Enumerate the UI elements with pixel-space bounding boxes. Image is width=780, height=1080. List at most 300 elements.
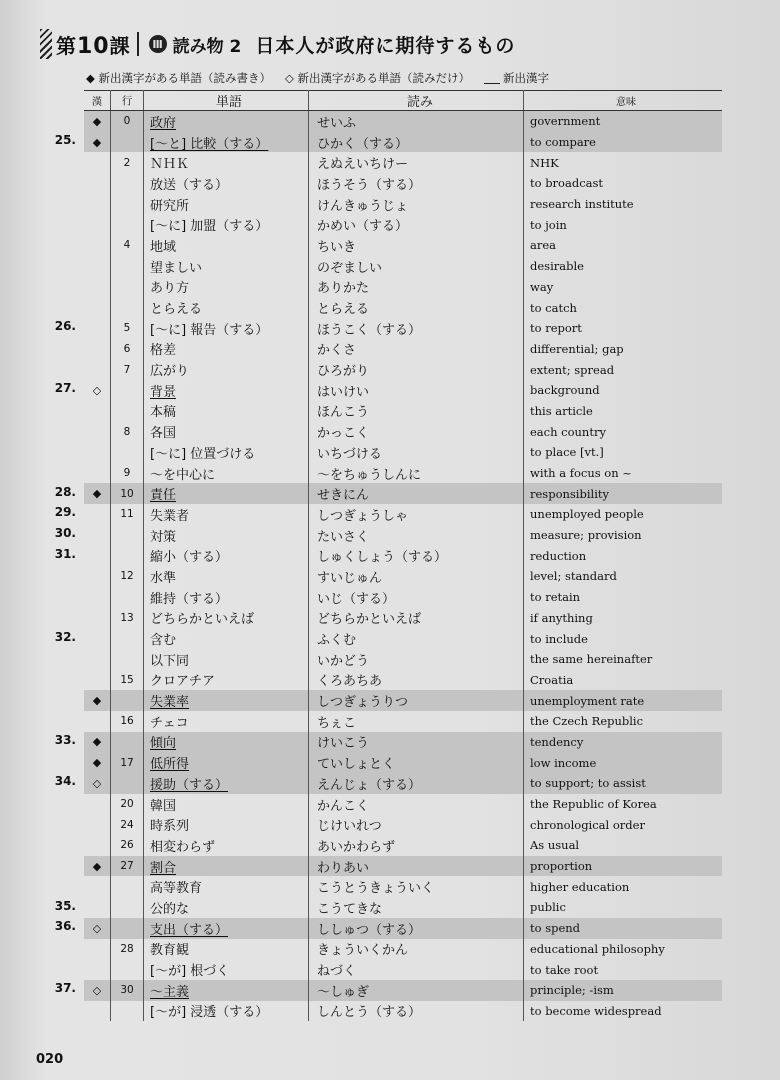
line-number: 0 <box>111 111 144 132</box>
word-cell: 韓国 <box>144 794 309 815</box>
line-number: 12 <box>111 566 144 587</box>
meaning-cell: to broadcast <box>530 176 604 191</box>
table-row <box>84 690 722 711</box>
reading-cell: すいじゅん <box>309 566 524 587</box>
meaning-cell: background <box>530 383 600 398</box>
table-row <box>84 566 722 587</box>
word-cell: [～に] 位置づける <box>144 442 309 463</box>
word-cell: チェコ <box>144 711 309 732</box>
word-cell: 割合 <box>144 856 309 877</box>
table-row <box>84 132 722 153</box>
line-number <box>111 876 144 897</box>
word-cell: 時系列 <box>144 814 309 835</box>
line-number: 28 <box>111 939 144 960</box>
reading-cell: ねづく <box>309 959 524 980</box>
line-number <box>111 380 144 401</box>
line-number <box>111 918 144 939</box>
table-row <box>84 442 722 463</box>
kanji-mark <box>84 649 111 670</box>
lesson-label <box>56 30 131 59</box>
line-number: 13 <box>111 608 144 629</box>
line-number: 30 <box>111 980 144 1001</box>
lesson-header <box>40 24 740 64</box>
kanji-mark <box>84 897 111 918</box>
reading-cell: きょういくかん <box>309 939 524 960</box>
kanji-mark <box>84 297 111 318</box>
kanji-mark <box>84 1001 111 1022</box>
reading-cell: えぬえいちけー <box>309 152 524 173</box>
reading-cell: ありかた <box>309 277 524 298</box>
word-cell: 各国 <box>144 421 309 442</box>
meaning-cell: to become widespread <box>530 1003 662 1018</box>
line-number: 10 <box>111 483 144 504</box>
kanji-mark <box>84 959 111 980</box>
kanji-mark <box>84 545 111 566</box>
line-number: 26 <box>111 835 144 856</box>
reading-cell: ていしょとく <box>309 752 524 773</box>
word-cell: 本稿 <box>144 401 309 422</box>
word-cell: 相変わらず <box>144 835 309 856</box>
meaning-cell: level; standard <box>530 569 617 584</box>
question-number: 33. <box>54 733 76 747</box>
line-number <box>111 214 144 235</box>
kanji-mark <box>84 442 111 463</box>
word-cell: 政府 <box>144 111 309 132</box>
kanji-mark <box>84 711 111 732</box>
table-row <box>84 173 722 194</box>
kanji-mark <box>84 339 111 360</box>
line-number <box>111 587 144 608</box>
kanji-mark <box>84 566 111 587</box>
word-cell: 放送（する） <box>144 173 309 194</box>
table-row <box>84 587 722 608</box>
reading-cell: はいけい <box>309 380 524 401</box>
reading-cell: いかどう <box>309 649 524 670</box>
word-cell: 失業率 <box>144 690 309 711</box>
meaning-cell: As usual <box>530 838 580 853</box>
header-meaning: 意味 <box>524 91 723 111</box>
kanji-mark <box>84 835 111 856</box>
kanji-mark <box>84 152 111 173</box>
question-number: 29. <box>54 505 76 520</box>
meaning-cell: to join <box>530 217 567 232</box>
table-body <box>84 111 722 1022</box>
vocabulary-table <box>84 90 722 1021</box>
meaning-cell: government <box>524 111 723 132</box>
meaning-cell: tendency <box>524 732 723 753</box>
kanji-mark <box>84 359 111 380</box>
question-number: 37. <box>54 981 76 996</box>
word-cell: 責任 <box>144 483 309 504</box>
question-number: 25. <box>54 132 76 147</box>
table-row <box>84 463 722 484</box>
reading-cell: いじ（する） <box>309 587 524 608</box>
kanji-mark <box>84 670 111 691</box>
table-header-row <box>84 91 722 111</box>
word-cell: 含む <box>144 628 309 649</box>
reading-cell: えんじょ（する） <box>309 773 524 794</box>
word-cell: とらえる <box>144 297 309 318</box>
word-cell: [～に] 加盟（する） <box>144 214 309 235</box>
table-row <box>84 773 722 794</box>
reading-cell: かめい（する） <box>309 214 524 235</box>
table-row <box>84 214 722 235</box>
line-number: 4 <box>111 235 144 256</box>
header-reading: 読み <box>309 91 524 111</box>
reading-cell: しんとう（する） <box>309 1001 524 1022</box>
meaning-cell: to take root <box>530 962 599 977</box>
meaning-cell: research institute <box>530 197 634 212</box>
table-row <box>84 752 722 773</box>
question-number: 34. <box>54 774 76 789</box>
word-cell: [～と] 比較（する） <box>144 132 309 153</box>
word-cell: 望ましい <box>144 256 309 277</box>
kanji-mark <box>84 628 111 649</box>
word-cell: 支出（する） <box>144 918 309 939</box>
line-number: 27 <box>111 856 144 877</box>
line-number: 20 <box>111 794 144 815</box>
word-cell: 縮小（する） <box>144 545 309 566</box>
reading-cell: こうとうきょういく <box>309 876 524 897</box>
word-cell: 公的な <box>144 897 309 918</box>
line-number <box>111 525 144 546</box>
word-cell: どちらかといえば <box>144 608 309 629</box>
word-cell: 水準 <box>144 566 309 587</box>
table-row <box>84 835 722 856</box>
reading-cell: ひかく（する） <box>309 132 524 153</box>
kanji-mark <box>84 421 111 442</box>
legend-filled-diamond: ◆ 新出漢字がある単語（読み書き） <box>86 71 271 85</box>
reading-cell: いちづける <box>309 442 524 463</box>
lesson-suffix: 課 <box>109 33 131 58</box>
meaning-cell: to report <box>530 321 582 336</box>
table-row <box>84 545 722 566</box>
meaning-cell: desirable <box>530 259 584 274</box>
word-cell: 高等教育 <box>144 876 309 897</box>
word-cell: 背景 <box>144 380 309 401</box>
meaning-cell: if anything <box>530 610 593 625</box>
reading-cell: しつぎょうしゃ <box>309 504 524 525</box>
line-number: 9 <box>111 463 144 484</box>
line-number: 15 <box>111 670 144 691</box>
table-row <box>84 649 722 670</box>
meaning-cell: unemployed people <box>530 507 644 522</box>
reading-cell: じけいれつ <box>309 814 524 835</box>
reading-cell: あいかわらず <box>309 835 524 856</box>
kanji-mark <box>84 277 111 298</box>
kanji-mark: ◆ <box>84 483 111 504</box>
table-row <box>84 711 722 732</box>
line-number <box>111 194 144 215</box>
line-number <box>111 401 144 422</box>
table-row <box>84 897 722 918</box>
word-cell: [～が] 浸透（する） <box>144 1001 309 1022</box>
legend-underline-label: 新出漢字 <box>503 71 549 85</box>
question-number: 35. <box>54 898 76 913</box>
question-number: 26. <box>54 319 76 333</box>
meaning-cell: Croatia <box>530 672 574 687</box>
kanji-mark <box>84 814 111 835</box>
kanji-mark <box>84 214 111 235</box>
meaning-cell: unemployment rate <box>524 690 723 711</box>
table-row <box>84 794 722 815</box>
meaning-cell: this article <box>530 403 593 418</box>
legend-underline <box>484 70 549 86</box>
kanji-mark: ◆ <box>84 111 111 132</box>
question-number: 30. <box>54 526 76 540</box>
kanji-mark <box>84 794 111 815</box>
line-number <box>111 297 144 318</box>
kanji-mark: ◇ <box>84 980 111 1001</box>
reading-cell: ひろがり <box>309 359 524 380</box>
kanji-mark: ◇ <box>84 918 111 939</box>
section-badge-icon: Ⅲ <box>149 35 167 53</box>
header-kanji: 漢 <box>84 91 111 111</box>
word-cell: 教育観 <box>144 939 309 960</box>
line-number <box>111 132 144 153</box>
reading-cell: しつぎょうりつ <box>309 690 524 711</box>
reading-cell: とらえる <box>309 297 524 318</box>
kanji-mark <box>84 525 111 546</box>
table-row <box>84 732 722 753</box>
meaning-cell: way <box>530 279 554 294</box>
table-row <box>84 670 722 691</box>
line-number: 24 <box>111 814 144 835</box>
kanji-mark: ◇ <box>84 380 111 401</box>
legend <box>86 70 549 86</box>
meaning-cell: to place [vt.] <box>530 445 604 460</box>
line-number: 16 <box>111 711 144 732</box>
word-cell: ～主義 <box>144 980 309 1001</box>
line-number <box>111 545 144 566</box>
kanji-mark <box>84 318 111 339</box>
kanji-mark <box>84 235 111 256</box>
meaning-cell: to spend <box>524 918 723 939</box>
word-cell: クロアチア <box>144 670 309 691</box>
reading-cell: ちいき <box>309 235 524 256</box>
kanji-mark <box>84 587 111 608</box>
meaning-cell: extent; spread <box>530 362 615 377</box>
line-number: 6 <box>111 339 144 360</box>
meaning-cell: chronological order <box>530 817 645 832</box>
table-row <box>84 380 722 401</box>
reading-cell: たいさく <box>309 525 524 546</box>
page-title: 日本人が政府に期待するもの <box>255 34 516 57</box>
table-row <box>84 918 722 939</box>
reading-cell: ほうそう（する） <box>309 173 524 194</box>
reading-cell: かんこく <box>309 794 524 815</box>
table-row <box>84 980 722 1001</box>
reading-cell: ～をちゅうしんに <box>309 463 524 484</box>
meaning-cell: to compare <box>524 132 723 153</box>
table-row <box>84 339 722 360</box>
line-number: 7 <box>111 359 144 380</box>
kanji-mark <box>84 939 111 960</box>
meaning-cell: the Czech Republic <box>530 714 644 729</box>
word-cell: 研究所 <box>144 194 309 215</box>
kanji-mark: ◆ <box>84 732 111 753</box>
reading-cell: ちぇこ <box>309 711 524 732</box>
word-cell: 援助（する） <box>144 773 309 794</box>
table-row <box>84 256 722 277</box>
kanji-mark: ◆ <box>84 856 111 877</box>
table-row <box>84 939 722 960</box>
kanji-mark <box>84 608 111 629</box>
table-row <box>84 628 722 649</box>
word-cell: 傾向 <box>144 732 309 753</box>
word-cell: [～が] 根づく <box>144 959 309 980</box>
word-cell: [～に] 報告（する） <box>144 318 309 339</box>
meaning-cell: NHK <box>530 155 559 170</box>
table-row <box>84 318 722 339</box>
line-number <box>111 732 144 753</box>
word-cell: 地域 <box>144 235 309 256</box>
meaning-cell: to retain <box>530 590 581 605</box>
table-row <box>84 297 722 318</box>
reading-cell: ほうこく（する） <box>309 318 524 339</box>
line-number: 8 <box>111 421 144 442</box>
word-cell: 格差 <box>144 339 309 360</box>
line-number: 17 <box>111 752 144 773</box>
table-row <box>84 856 722 877</box>
meaning-cell: differential; gap <box>530 341 624 356</box>
question-number: 31. <box>54 546 76 561</box>
legend-hollow-diamond: ◇ 新出漢字がある単語（読みだけ） <box>285 71 470 85</box>
kanji-mark <box>84 463 111 484</box>
reading-cell: かっこく <box>309 421 524 442</box>
table-row <box>84 152 722 173</box>
reading-cell: ほんこう <box>309 401 524 422</box>
meaning-cell: area <box>530 238 557 253</box>
table-row <box>84 525 722 546</box>
page-number: 020 <box>36 1052 64 1067</box>
word-cell: 対策 <box>144 525 309 546</box>
meaning-cell: principle; -ism <box>524 980 723 1001</box>
meaning-cell: responsibility <box>524 483 723 504</box>
reading-cell: ししゅつ（する） <box>309 918 524 939</box>
reading-cell: くろあちあ <box>309 670 524 691</box>
table-row <box>84 277 722 298</box>
table-row <box>84 1001 722 1022</box>
table-row <box>84 401 722 422</box>
word-cell: 低所得 <box>144 752 309 773</box>
word-cell: 維持（する） <box>144 587 309 608</box>
kanji-mark: ◇ <box>84 773 111 794</box>
meaning-cell: educational philosophy <box>530 941 665 956</box>
word-cell: 以下同 <box>144 649 309 670</box>
meaning-cell: low income <box>524 752 723 773</box>
meaning-cell: to include <box>530 631 588 646</box>
table-row <box>84 959 722 980</box>
header-stripe-decoration <box>40 29 52 59</box>
kanji-mark <box>84 876 111 897</box>
underline-sample-icon <box>484 73 500 84</box>
kanji-mark <box>84 504 111 525</box>
reading-cell: せきにん <box>309 483 524 504</box>
table-row <box>84 483 722 504</box>
table-row <box>84 421 722 442</box>
meaning-cell: measure; provision <box>530 528 642 543</box>
question-number: 32. <box>54 629 76 644</box>
line-number <box>111 1001 144 1022</box>
table-row <box>84 235 722 256</box>
table-row <box>84 608 722 629</box>
lesson-number: 10 <box>77 33 110 59</box>
table-row <box>84 111 722 132</box>
reading-cell: こうてきな <box>309 897 524 918</box>
meaning-cell: reduction <box>530 548 587 563</box>
meaning-cell: the same hereinafter <box>530 652 653 667</box>
meaning-cell: to support; to assist <box>524 773 723 794</box>
reading-cell: ～しゅぎ <box>309 980 524 1001</box>
line-number <box>111 173 144 194</box>
kanji-mark: ◆ <box>84 132 111 153</box>
word-cell: 広がり <box>144 359 309 380</box>
line-number <box>111 690 144 711</box>
reading-cell: のぞましい <box>309 256 524 277</box>
reading-cell: けんきゅうじょ <box>309 194 524 215</box>
line-number <box>111 959 144 980</box>
word-cell: 失業者 <box>144 504 309 525</box>
meaning-cell: proportion <box>524 856 723 877</box>
kanji-mark <box>84 173 111 194</box>
line-number <box>111 897 144 918</box>
reading-cell: けいこう <box>309 732 524 753</box>
lesson-prefix: 第 <box>56 33 77 58</box>
line-number <box>111 773 144 794</box>
word-cell: ＮＨＫ <box>144 152 309 173</box>
reading-cell: ふくむ <box>309 628 524 649</box>
line-number <box>111 277 144 298</box>
word-cell: ～を中心に <box>144 463 309 484</box>
reading-cell: せいふ <box>309 111 524 132</box>
meaning-cell: higher education <box>530 879 630 894</box>
kanji-mark: ◆ <box>84 690 111 711</box>
header-separator <box>137 32 139 56</box>
line-number <box>111 442 144 463</box>
meaning-cell: public <box>530 900 566 915</box>
question-number: 36. <box>54 919 76 934</box>
meaning-cell: each country <box>530 424 606 439</box>
question-number: 28. <box>54 484 76 499</box>
reading-cell: しゅくしょう（する） <box>309 545 524 566</box>
header-word: 単語 <box>144 91 309 111</box>
line-number: 11 <box>111 504 144 525</box>
meaning-cell: the Republic of Korea <box>530 797 657 812</box>
kanji-mark <box>84 194 111 215</box>
reading-cell: どちらかといえば <box>309 608 524 629</box>
kanji-mark <box>84 401 111 422</box>
table-row <box>84 359 722 380</box>
reading-cell: かくさ <box>309 339 524 360</box>
question-number: 27. <box>54 381 76 396</box>
line-number <box>111 649 144 670</box>
word-cell: あり方 <box>144 277 309 298</box>
reading-cell: わりあい <box>309 856 524 877</box>
header-line: 行 <box>111 91 144 111</box>
table-row <box>84 194 722 215</box>
line-number: 2 <box>111 152 144 173</box>
line-number <box>111 256 144 277</box>
reading-label: 読み物 2 <box>172 36 242 57</box>
table-row <box>84 814 722 835</box>
meaning-cell: with a focus on ~ <box>530 466 632 481</box>
meaning-cell: to catch <box>530 300 577 315</box>
line-number <box>111 628 144 649</box>
kanji-mark: ◆ <box>84 752 111 773</box>
line-number: 5 <box>111 318 144 339</box>
table-row <box>84 876 722 897</box>
